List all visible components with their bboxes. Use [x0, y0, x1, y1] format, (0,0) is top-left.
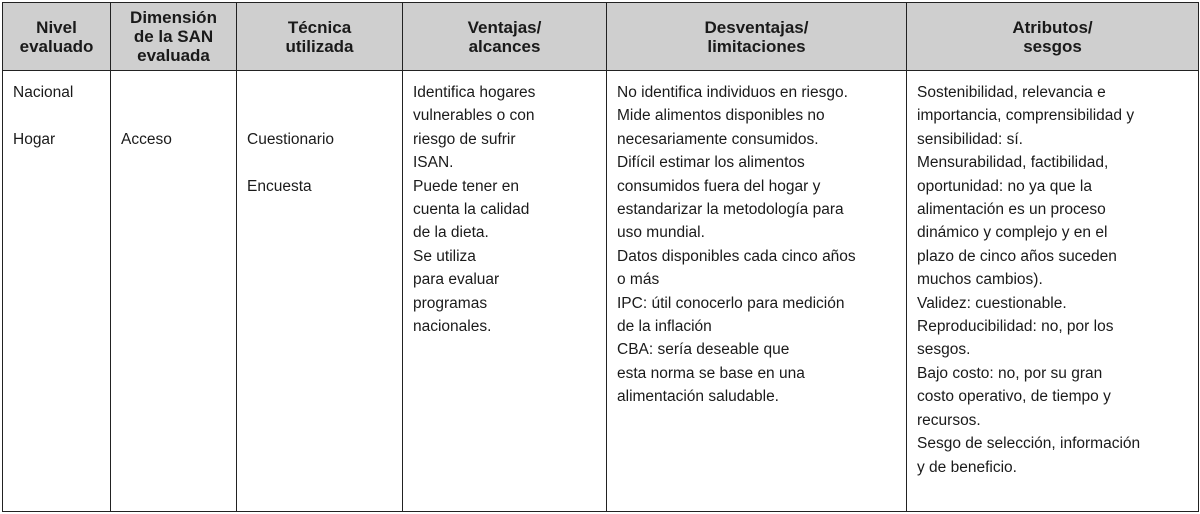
- ventajas-line: nacionales.: [413, 318, 492, 336]
- spacer: [121, 81, 228, 104]
- header-text: Técnica: [287, 17, 352, 37]
- atributos-line: importancia, comprensibilidad y: [917, 107, 1135, 125]
- atributos-line: Validez: cuestionable.: [917, 294, 1067, 312]
- cell-desventajas: [607, 71, 907, 512]
- cell-dimension: [111, 71, 237, 512]
- desventajas-line: IPC: útil conocerlo para medición: [617, 294, 845, 312]
- desventajas-line: o más: [617, 271, 660, 289]
- atributos-line: oportunidad: no ya que la: [917, 177, 1092, 195]
- ventajas-line: riesgo de sufrir: [413, 130, 516, 148]
- header-nivel-evaluado: [3, 3, 111, 71]
- header-text: Ventajas/: [467, 17, 542, 37]
- desventajas-line: alimentación saludable.: [617, 388, 779, 406]
- cell-ventajas: [403, 71, 607, 512]
- atributos-line: sesgos.: [917, 341, 971, 359]
- desventajas-line: estandarizar la metodología para: [617, 201, 844, 219]
- atributos-line: alimentación es un proceso: [917, 201, 1106, 219]
- ventajas-line: programas: [413, 294, 488, 312]
- header-tecnica-utilizada: [237, 3, 403, 71]
- san-evaluation-table: [2, 2, 1199, 512]
- atributos-line: Sesgo de selección, información: [917, 435, 1141, 453]
- desventajas-line: de la inflación: [617, 318, 712, 336]
- header-text: Dimensión: [130, 8, 217, 27]
- atributos-line: Mensurabilidad, factibilidad,: [917, 154, 1109, 172]
- spacer: [247, 81, 394, 104]
- ventajas-line: para evaluar: [413, 271, 500, 289]
- atributos-line: Sostenibilidad, relevancia e: [917, 84, 1106, 101]
- header-text: evaluado: [19, 36, 94, 56]
- desventajas-line: necesariamente consumidos.: [617, 130, 819, 148]
- desventajas-line: No identifica individuos en riesgo.: [617, 84, 848, 101]
- header-text: utilizada: [285, 36, 354, 56]
- atributos-line: plazo de cinco años suceden: [917, 247, 1117, 265]
- header-text: de la SAN: [133, 27, 214, 46]
- atributos-line: muchos cambios).: [917, 271, 1043, 289]
- table-row: [3, 71, 1199, 512]
- header-text: limitaciones: [707, 36, 806, 56]
- header-dimension-san: [111, 3, 237, 71]
- ventajas-line: ISAN.: [413, 154, 454, 172]
- ventajas-line: de la dieta.: [413, 224, 489, 242]
- header-row: [3, 3, 1199, 71]
- header-text: alcances: [468, 36, 541, 56]
- nivel-hogar: Hogar: [13, 130, 56, 148]
- desventajas-line: consumidos fuera del hogar y: [617, 177, 821, 195]
- atributos-line: recursos.: [917, 411, 981, 429]
- tecnica-encuesta: Encuesta: [247, 177, 312, 195]
- header-desventajas-limitaciones: [607, 3, 907, 71]
- spacer: [13, 104, 102, 127]
- dimension-acceso: Acceso: [121, 130, 172, 148]
- header-text: Nivel: [36, 17, 77, 37]
- desventajas-line: Difícil estimar los alimentos: [617, 154, 805, 172]
- nivel-nacional: Nacional: [13, 84, 74, 101]
- ventajas-line: vulnerables o con: [413, 107, 535, 125]
- ventajas-line: cuenta la calidad: [413, 201, 530, 219]
- header-text: sesgos: [1023, 36, 1082, 56]
- desventajas-line: Datos disponibles cada cinco años: [617, 247, 856, 265]
- spacer: [121, 104, 228, 127]
- cell-tecnica: [237, 71, 403, 512]
- header-atributos-sesgos: [907, 3, 1199, 71]
- tecnica-cuestionario: Cuestionario: [247, 130, 335, 148]
- desventajas-line: uso mundial.: [617, 224, 705, 242]
- atributos-line: costo operativo, de tiempo y: [917, 388, 1111, 406]
- desventajas-line: Mide alimentos disponibles no: [617, 107, 825, 125]
- atributos-line: y de beneficio.: [917, 458, 1017, 476]
- spacer: [247, 104, 394, 127]
- atributos-line: Bajo costo: no, por su gran: [917, 364, 1103, 382]
- atributos-line: sensibilidad: sí.: [917, 130, 1023, 148]
- desventajas-line: CBA: sería deseable que: [617, 341, 790, 359]
- desventajas-line: esta norma se base en una: [617, 364, 805, 382]
- spacer: [247, 151, 394, 174]
- ventajas-line: Puede tener en: [413, 177, 520, 195]
- ventajas-line: Identifica hogares: [413, 84, 536, 101]
- cell-nivel: [3, 71, 111, 512]
- header-text: Atributos/: [1012, 17, 1093, 37]
- atributos-line: dinámico y complejo y en el: [917, 224, 1108, 242]
- header-ventajas-alcances: [403, 3, 607, 71]
- header-text: Desventajas/: [704, 17, 809, 37]
- cell-atributos: [907, 71, 1199, 512]
- atributos-line: Reproducibilidad: no, por los: [917, 318, 1114, 336]
- ventajas-line: Se utiliza: [413, 247, 476, 265]
- header-text: evaluada: [137, 46, 210, 65]
